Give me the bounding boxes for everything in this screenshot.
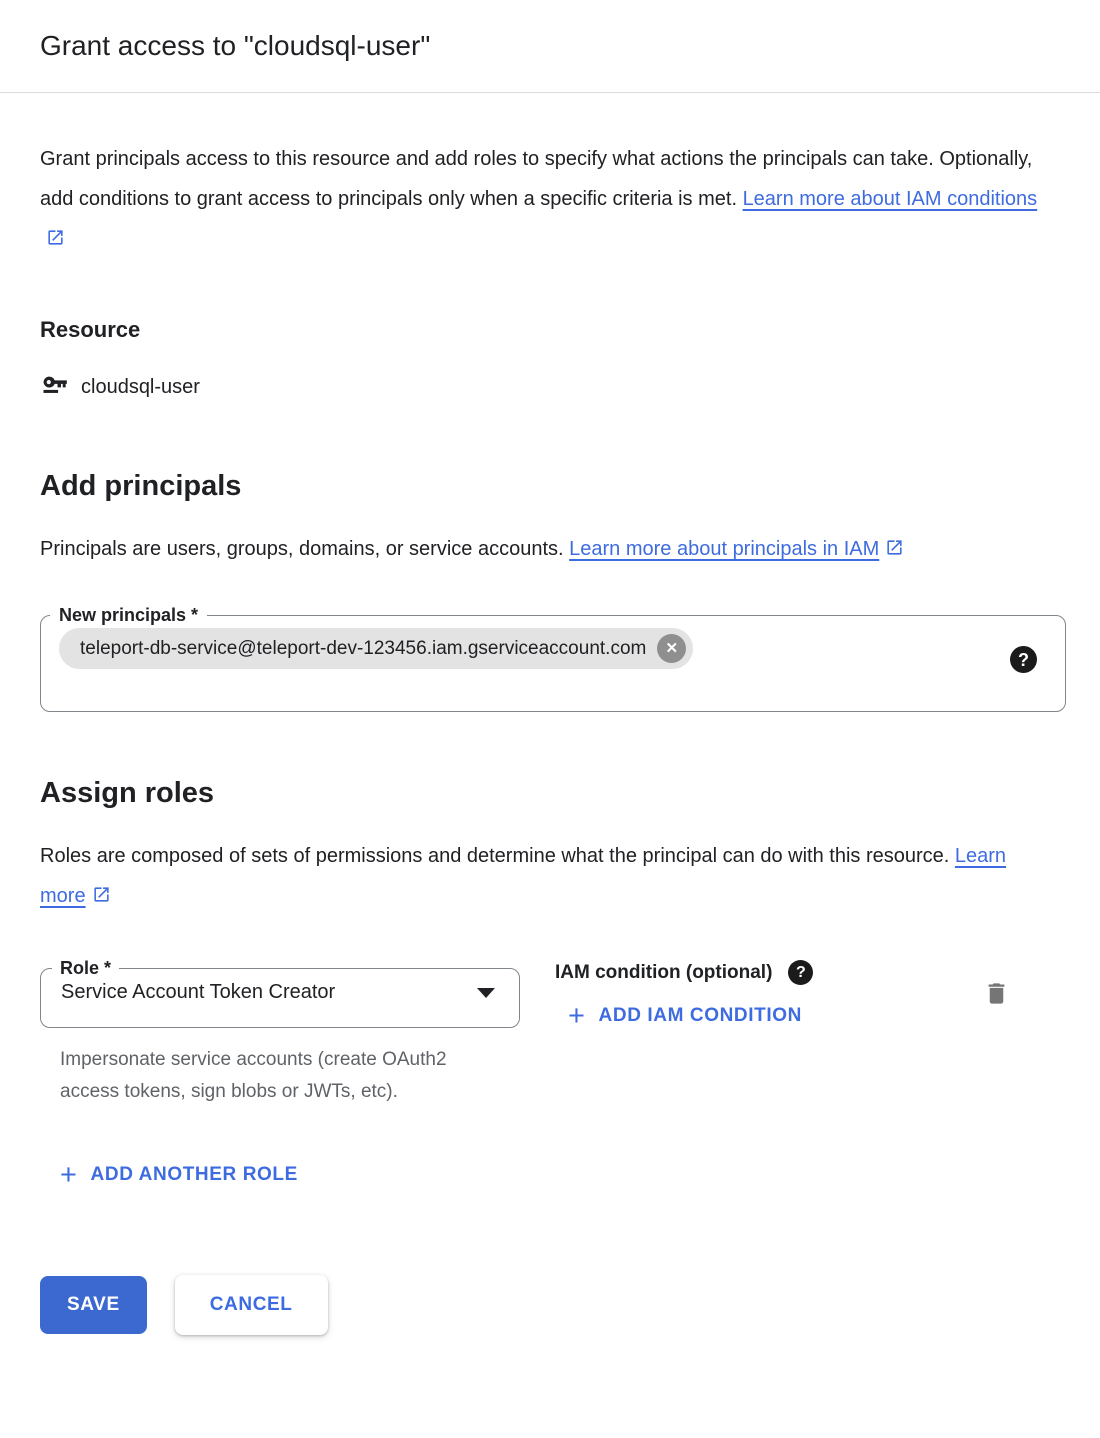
open-in-new-icon[interactable]: [885, 531, 904, 571]
open-in-new-icon[interactable]: [46, 221, 65, 261]
trash-icon: [983, 995, 1010, 1010]
iam-condition-label: IAM condition (optional): [555, 961, 773, 983]
learn-more-iam-conditions-link[interactable]: Learn more about IAM conditions: [742, 188, 1038, 210]
roles-description: [40, 836, 1048, 918]
role-selected-value: Service Account Token Creator: [61, 981, 336, 1003]
add-another-role-label: ADD ANOTHER ROLE: [90, 1164, 298, 1185]
open-in-new-icon[interactable]: [92, 878, 111, 918]
role-select-value-row[interactable]: [41, 978, 519, 1004]
plus-icon: +: [60, 1159, 78, 1191]
role-row: [40, 958, 1060, 1108]
resource-heading: Resource: [40, 317, 141, 342]
new-principals-field[interactable]: [40, 604, 1066, 712]
add-another-role-button[interactable]: [60, 1159, 298, 1191]
resource-name: cloudsql-user: [81, 375, 200, 398]
delete-role-button[interactable]: [983, 980, 1010, 1010]
learn-more-roles-link[interactable]: Learn more: [40, 845, 1007, 907]
dialog-title: Grant access to "cloudsql-user": [40, 30, 431, 61]
dialog-footer: [40, 1275, 1060, 1335]
learn-more-principals-link[interactable]: Learn more about principals in IAM: [569, 538, 880, 560]
principal-chip-value: teleport-db-service@teleport-dev-123456.iam.gserviceaccount.com: [80, 637, 647, 659]
role-column: [40, 958, 520, 1108]
new-principals-input-area[interactable]: [41, 626, 1065, 673]
chevron-down-icon: [477, 988, 495, 998]
add-iam-condition-label: ADD IAM CONDITION: [598, 1005, 802, 1026]
dialog-header: [0, 0, 1100, 93]
intro-paragraph: [40, 139, 1048, 261]
save-button[interactable]: SAVE: [40, 1276, 147, 1334]
resource-row: [40, 371, 1060, 403]
service-account-key-icon: [40, 371, 68, 404]
principal-chip: [59, 628, 693, 669]
iam-condition-help-icon[interactable]: ?: [788, 960, 813, 985]
plus-icon: +: [568, 1000, 586, 1032]
assign-roles-heading: Assign roles: [40, 777, 215, 809]
intro-text: Grant principals access to this resource and add roles to specify what actions the principals can take. Optionally, add conditions to grant access to principals only when a specific criteria is met.: [40, 148, 1033, 210]
roles-description-text: Roles are composed of sets of permissions and determine what the principal can do with this resource.: [40, 845, 955, 867]
role-help-text: Impersonate service accounts (create OAuth2 access tokens, sign blobs or JWTs, etc).: [60, 1049, 447, 1102]
role-label: Role *: [60, 958, 112, 978]
iam-condition-label-row: [555, 960, 813, 985]
chip-remove-button[interactable]: ✕: [657, 634, 686, 663]
add-iam-condition-button[interactable]: [568, 1000, 802, 1032]
iam-condition-column: [555, 958, 813, 1030]
principals-description-text: Principals are users, groups, domains, or service accounts.: [40, 538, 570, 560]
principals-help-icon[interactable]: ?: [1010, 646, 1037, 673]
role-select[interactable]: [40, 958, 520, 1028]
new-principals-label: New principals *: [59, 605, 199, 625]
add-principals-heading: Add principals: [40, 470, 242, 502]
principals-description: [40, 529, 1048, 571]
cancel-button[interactable]: CANCEL: [175, 1275, 328, 1335]
